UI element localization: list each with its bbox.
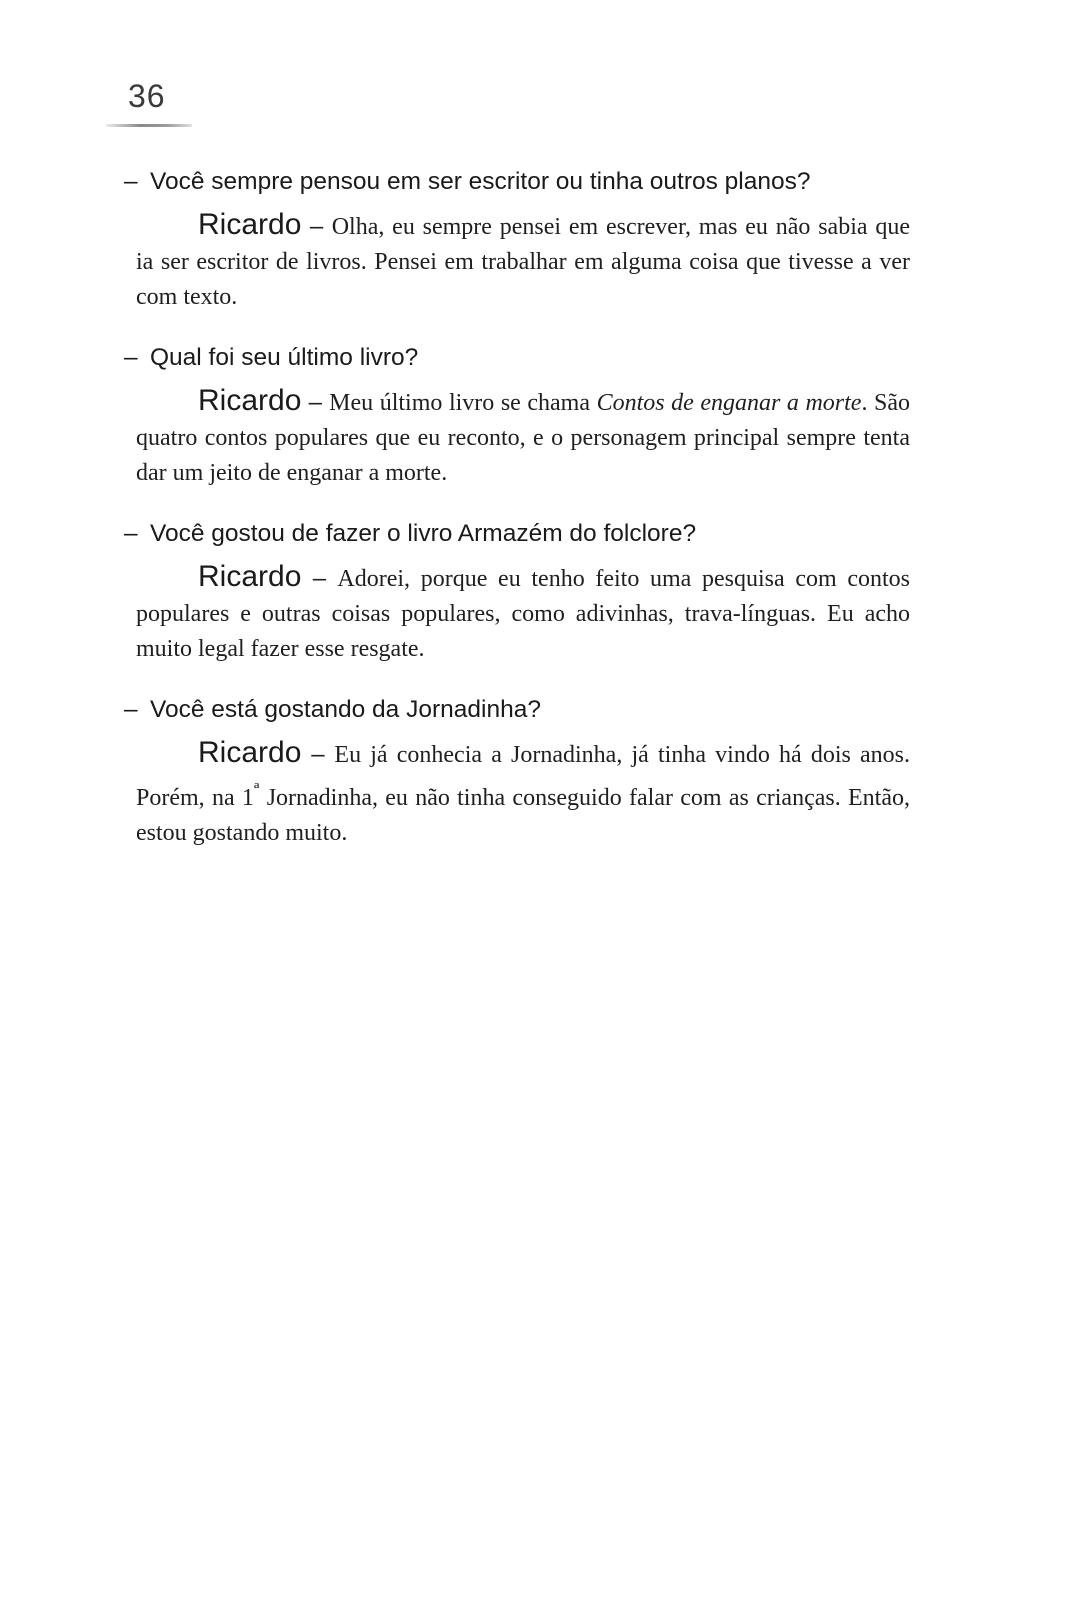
page-number: 36 [128,78,166,114]
qa-block [124,165,910,315]
question [124,517,910,551]
answer [136,559,910,667]
question-text: Qual foi seu último livro? [150,344,419,371]
question [124,693,910,727]
speaker-name: Ricardo [198,384,302,417]
answer-text: Eu já conhecia a Jornadinha, já tinha vindo há dois anos. Porém, na 1 [136,742,911,811]
ordinal-indicator: ª [253,779,260,801]
question [124,165,910,199]
answer-separator: – [301,389,330,416]
answer-text: Meu último livro se chama [329,390,597,416]
interview-content [124,165,911,877]
answer [136,207,910,315]
answer-separator: – [301,565,338,592]
question [124,341,910,375]
question-text: Você gostou de fazer o livro Armazém do folclore? [150,520,697,547]
answer-text: Adorei, porque eu tenho feito uma pesquisa com contos populares e outras coisas populares, como adivinhas, trava-línguas. Eu acho muito legal fazer esse resgate. [136,566,910,662]
answer [136,735,910,851]
answer-text: Olha, eu sempre pensei em escrever, mas eu não sabia que ia ser escritor de livros. Pensei em trabalhar em alguma coisa que tivesse a ver com texto. [136,214,910,310]
book-title: Contos de enganar a morte [596,390,862,416]
speaker-name: Ricardo [198,736,302,769]
answer-separator: – [301,741,335,768]
question-dash: – [124,696,138,723]
question-dash: – [124,168,138,195]
question-dash: – [124,520,138,547]
qa-block [124,341,911,491]
page-number-underline [106,124,192,127]
question-dash: – [124,344,138,371]
answer-separator: – [301,213,332,240]
speaker-name: Ricardo [198,560,302,593]
answer [136,383,910,491]
qa-block [124,517,910,667]
answer-text-continued: . São quatro contos populares que eu reconto, e o personagem principal sempre tenta dar um jeito de enganar a morte. [136,390,911,486]
question-text: Você sempre pensou em ser escritor ou tinha outros planos? [150,168,811,195]
answer-text-continued: Jornadinha, eu não tinha conseguido falar com as crianças. Então, estou gostando muito. [136,785,910,846]
question-text: Você está gostando da Jornadinha? [150,696,541,723]
speaker-name: Ricardo [198,208,302,241]
qa-block [124,693,911,851]
